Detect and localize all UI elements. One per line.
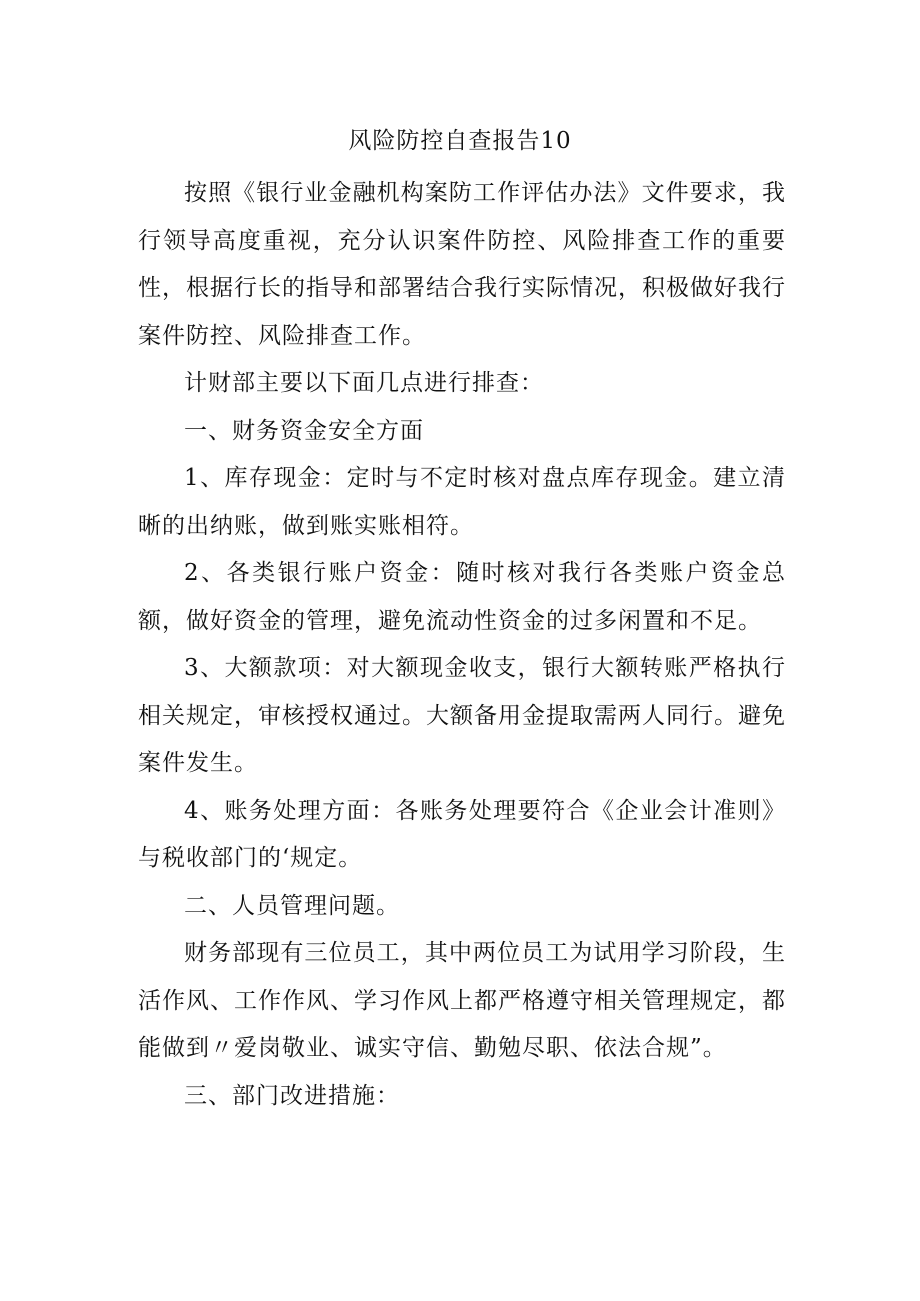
- paragraph-scope: 计财部主要以下面几点进行排查：: [184, 370, 544, 396]
- document-body: [138, 170, 786, 1120]
- document-title: 风险防控自查报告10: [348, 128, 572, 154]
- heading-finance-safety: 一、财务资金安全方面: [184, 417, 424, 444]
- paragraph-large-amounts: 3、大额款项：对大额现金收支，银行大额转账严格执行相关规定，审核授权通过。大额备用金提取需两人同行。避免案件发生。: [138, 655, 786, 776]
- paragraph-intro: 按照《银行业金融机构案防工作评估办法》文件要求，我行领导高度重视，充分认识案件防控、风险排查工作的重要性，根据行长的指导和部署结合我行实际情况，积极做好我行案件防控、风险排查工作。: [138, 180, 786, 349]
- paragraph-cash: 1、库存现金：定时与不定时核对盘点库存现金。建立清晰的出纳账，做到账实账相符。: [138, 465, 786, 539]
- paragraph-staff: 财务部现有三位员工，其中两位员工为试用学习阶段，生活作风、工作作风、学习作风上都严格遵守相关管理规定，都能做到〃爱岗敬业、诚实守信、勤勉尽职、依法合规”。: [138, 940, 786, 1061]
- heading-improvements: 三、部门改进措施：: [184, 1082, 400, 1109]
- heading-personnel: 二、人员管理问题。: [184, 892, 400, 919]
- paragraph-bank-accounts: 2、各类银行账户资金：随时核对我行各类账户资金总额，做好资金的管理，避免流动性资金的过多闲置和不足。: [138, 560, 786, 634]
- paragraph-accounting: 4、账务处理方面：各账务处理要符合《企业会计准则》与税收部门的‘规定。: [138, 797, 786, 871]
